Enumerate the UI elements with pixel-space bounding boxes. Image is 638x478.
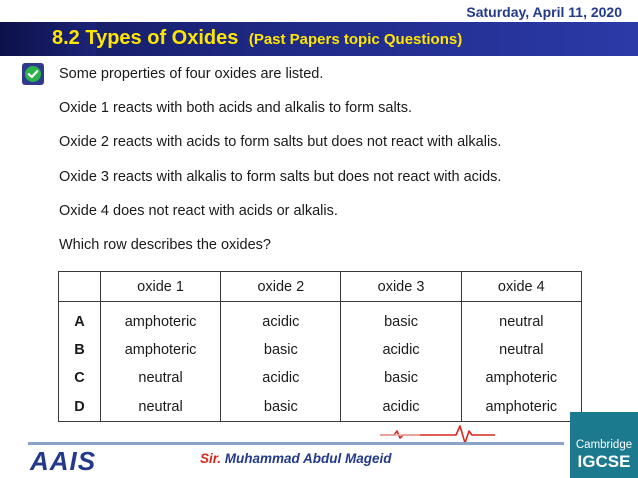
statement-oxide-4: Oxide 4 does not react with acids or alkalis. [59,203,338,219]
table-cell: neutral [461,336,581,365]
answer-table [58,271,582,422]
row-label: B [59,336,101,365]
table-header-oxide-3: oxide 3 [341,272,461,302]
statement-oxide-3: Oxide 3 reacts with alkalis to form salts but does not react with acids. [59,169,502,185]
table-cell: basic [221,336,341,365]
title-subtitle: (Past Papers topic Questions) [248,31,463,48]
statement-oxide-2: Oxide 2 reacts with acids to form salts but does not react with alkalis. [59,134,502,150]
table-header-oxide-1: oxide 1 [100,272,220,302]
table-cell: amphoteric [100,302,220,336]
table-cell: acidic [221,302,341,336]
date-label: Saturday, April 11, 2020 [466,4,622,20]
table-header-oxide-4: oxide 4 [461,272,581,302]
row-label: A [59,302,101,336]
question-intro: Some properties of four oxides are listed. [59,66,324,82]
author-prefix: Sir. [200,451,222,466]
statement-oxide-1: Oxide 1 reacts with both acids and alkalis to form salts. [59,100,412,116]
table-cell: basic [341,302,461,336]
badge-line-1: Cambridge [575,439,633,451]
table-cell: amphoteric [461,393,581,422]
table-cell: amphoteric [100,336,220,365]
table-header-corner [59,272,101,302]
school-logo: AAIS [30,446,97,476]
badge-line-2: IGCSE [577,452,631,471]
row-label: C [59,364,101,393]
table-cell: acidic [341,336,461,365]
slide-title [52,27,462,50]
table-cell: acidic [221,364,341,393]
table-header-row [59,272,582,302]
table-cell: basic [221,393,341,422]
author-name: Muhammad Abdul Mageid [224,451,392,466]
table-row-c [59,364,582,393]
author-credit [200,451,392,466]
title-main: 8.2 Types of Oxides [52,27,239,49]
table-header-oxide-2: oxide 2 [221,272,341,302]
table-row-a [59,302,582,336]
table-row-b [59,336,582,365]
table-cell: basic [341,364,461,393]
question-prompt: Which row describes the oxides? [59,237,271,253]
table-row-d [59,393,582,422]
table-cell: acidic [341,393,461,422]
table-cell: neutral [100,364,220,393]
table-cell: amphoteric [461,364,581,393]
cambridge-igcse-badge [570,412,638,478]
table-cell: neutral [100,393,220,422]
row-label: D [59,393,101,422]
footer-divider [28,442,564,445]
check-icon [22,63,44,85]
table-cell: neutral [461,302,581,336]
